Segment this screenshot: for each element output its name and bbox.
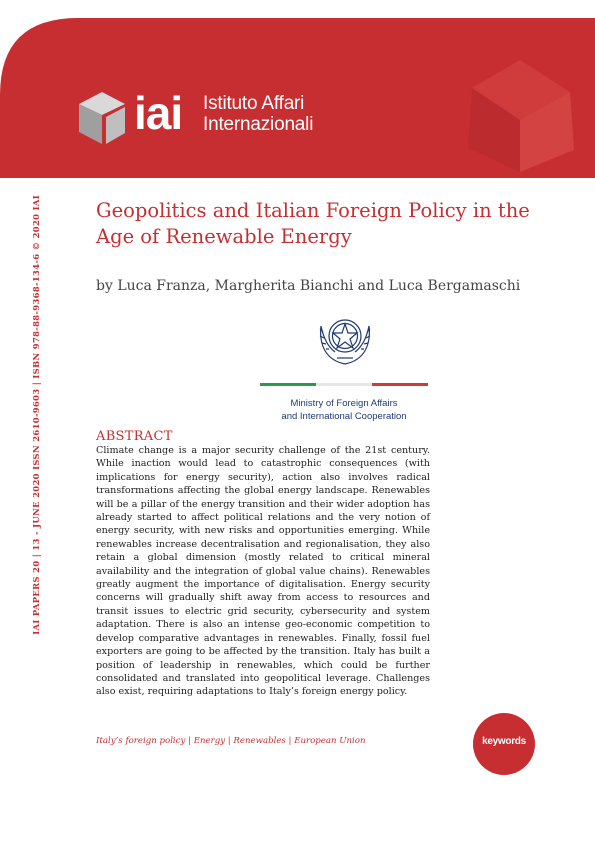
flag-green-bar	[260, 383, 316, 386]
keywords-list: Italy’s foreign policy | Energy | Renewables | European Union	[96, 736, 366, 746]
abstract-text: Climate change is a major security challenge of the 21st century. While inaction would lead to catastrophic consequences (with implications for energy security), action also involves radical transformations affecting the global energy landscape. Renewables will be a pillar of the energy transition and their wider adoption has already started to affect political relations and the very notion of energy security, with new risks and opportunities emerging. While renewables increase decentralisation and regionalisation, they also retain a global dimension (mostly related to critical mineral availability and the integration of global value chains). Renewables greatly augment the importance of digitalisation. Energy security concerns will gradually shift away from access to resources and transit issues to electric grid security, cybersecurity and system adaptation. There is also an intense geo-economic competition to develop comparative advantages in renewables. Finally, fossil fuel exporters are going to be affected by the transition. Italy has built a position of leadership in renewables, which could be further consolidated and translated into geopolitical leverage. Challenges also exist, requiring adaptations to Italy’s foreign energy policy.	[96, 445, 430, 698]
logo-name-line1: Istituto Affari	[203, 93, 305, 114]
header-band	[0, 0, 595, 178]
logo-acronym-text: iai	[134, 87, 183, 139]
italian-republic-emblem-icon	[315, 306, 375, 368]
ministry-line1: Ministry of Foreign Affairs	[290, 398, 398, 409]
logo-name-line2: Internazionali	[203, 114, 314, 135]
side-metadata-text: IAI PAPERS 20 | 13 - JUNE 2020 ISSN 2610-9603 | ISBN 978-88-9368-134-6 © 2020 IAI	[31, 195, 41, 635]
side-metadata	[27, 195, 45, 795]
cube-icon	[76, 88, 128, 148]
ministry-line2: and International Cooperation	[281, 411, 407, 422]
paper-authors: by Luca Franza, Margherita Bianchi and Luca Bergamaschi	[96, 278, 521, 294]
flag-red-bar	[372, 383, 428, 386]
abstract-heading: ABSTRACT	[96, 429, 173, 444]
flag-white-bar	[316, 383, 372, 386]
logo-acronym	[134, 87, 183, 139]
ministry-name	[264, 397, 424, 423]
italian-flag-bars	[260, 383, 428, 386]
keywords-badge-label: keywords	[482, 736, 526, 747]
paper-title: Geopolitics and Italian Foreign Policy in the Age of Renewable Energy	[96, 199, 530, 248]
